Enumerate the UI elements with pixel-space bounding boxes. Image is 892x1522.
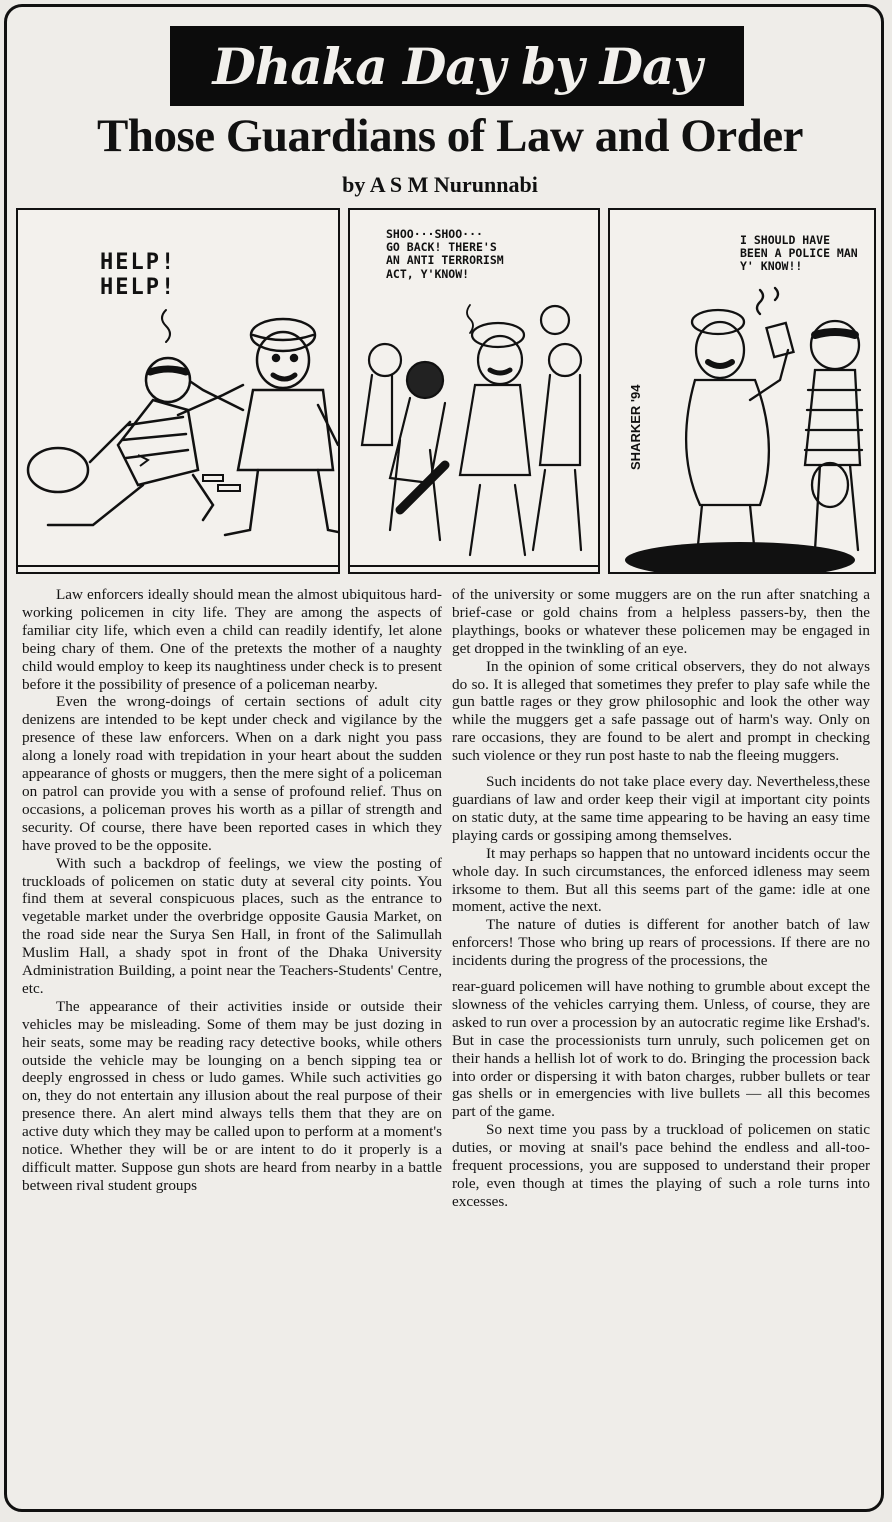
article-paragraph: In the opinion of some critical observers, they do not always do so. It is alleged that sometimes they prefer to play safe while the gun battle rages or they grow philosophic and look the other way while the muggers get a safe passage out of harm's way. Only on rare occasions, they are found to be alert and prompt in checking such violence or they run post haste to nab the fleeing muggers. bbox=[452, 657, 870, 765]
article-column-right bbox=[452, 586, 870, 1506]
article-paragraph: of the university or some muggers are on the run after snatching a brief-case or gold chains from a helpless passers-by, then the playthings, books or whatever these policemen may be engaged in get dropped in the twinkling of an eye. bbox=[452, 586, 870, 657]
cartoon-panel-3-text: I SHOULD HAVE BEEN A POLICE MAN Y' KNOW!! bbox=[740, 233, 858, 274]
article-paragraph: The appearance of their activities inside or outside their vehicles may be misleading. Some of them may be just dozing in heir seats, some may be reading racy detective books, while others outside the vehicle may be lounging on a bench sipping tea or deeply engrossed in chess or ludo games. While such activities go on, they do not entertain any illusion about the real purpose of their presence there. An alert mind always tells them that they are on active duty which they may be called upon to perform at a moment's notice. Whether they will be or are intent to do it properly is a difficult matter. Suppose gun shots are heard from nearby in a battle between rival student groups bbox=[22, 997, 442, 1194]
article-paragraph: rear-guard policemen will have nothing to grumble about except the slowness of the vehicles carrying them. Unless, of course, they are asked to run over a procession by an autocratic regime like Ershad's. But in case the processionists turn unruly, such policemen get on their hands a hellish lot of work to do. Bringing the procession back into order or dispersing it with baton charges, rubber bullets or tear gas shells or in emergencies with live bullets — all this becomes part of the game. bbox=[452, 978, 870, 1121]
article-paragraph: It may perhaps so happen that no untoward incidents occur the whole day. In such circumstances, the enforced idleness may seem irksome to them. But all this seems part of the game: idle at one moment, active the next. bbox=[452, 844, 870, 916]
cartoon-signature: SHARKER '94 bbox=[628, 384, 643, 470]
cartoon-panel-3 bbox=[608, 208, 876, 574]
article-paragraph: Even the wrong-doings of certain sections of adult city denizens are intended to be kept under check and vigilance by the presence of these law enforcers. When on a dark night you pass along a lonely road with trepidation in your heart about the sudden appearance of ghosts or muggers, then the mere sight of a policeman on patrol can provide you with a sense of profound relief. Thus on occasions, a policeman proves his worth as a pillar of strength and security. Of course, there have been reported cases in which they have proved to be the opposite. bbox=[22, 693, 442, 854]
cartoon-strip bbox=[12, 208, 880, 580]
article-paragraph: With such a backdrop of feelings, we view the posting of truckloads of policemen on static duty at several city points. You find them at several conspicuous places, such as the entrance to vegetable market under the overbridge opposite Gausia Market, on the road side near the Surya Sen Hall, in front of the Salimullah Muslim Hall, a shady spot in front of the Dhaka University Administration Building, a point near the Teachers-Students' Centre, etc. bbox=[22, 854, 442, 997]
article-paragraph: Law enforcers ideally should mean the almost ubiquitous hard-working policemen in city life. They are among the aspects of familiar city life, which even a child can readily identify, let alone being chary of them. One of the pretexts the mother of a naughty child would employ to keep its naughtiness under check is to present before it the possibility of presence of a policeman nearby. bbox=[22, 586, 442, 693]
article-paragraph: The nature of duties is different for another batch of law enforcers! Those who bring up rears of processions. If there are no incidents during the progress of the processions, the bbox=[452, 916, 870, 970]
article-paragraph: Such incidents do not take place every day. Nevertheless,these guardians of law and order keep their vigil at important city points on static duty, at the same time appearing to be having an easy time playing cards or gossiping among themselves. bbox=[452, 773, 870, 844]
article-paragraph: So next time you pass by a truckload of policemen on static duties, or moving at snail's pace behind the endless and all-too-frequent processions, you are supposed to understand their proper role, even though at times the playing of such a role turns into excesses. bbox=[452, 1121, 870, 1210]
masthead-banner bbox=[170, 26, 744, 106]
article-column-left bbox=[22, 586, 442, 1506]
masthead-title: Dhaka Day by Day bbox=[212, 36, 702, 96]
headline: Those Guardians of Law and Order bbox=[96, 110, 804, 162]
cartoon-panel-1-text: HELP! HELP! bbox=[100, 250, 177, 301]
cartoon-panel-2-text: SHOO···SHOO··· GO BACK! THERE'S AN ANTI TERRORISM ACT, Y'KNOW! bbox=[386, 227, 504, 281]
cartoon-panel-2 bbox=[348, 208, 600, 574]
byline: by A S M Nurunnabi bbox=[342, 172, 538, 197]
cartoon-panel-1 bbox=[16, 208, 340, 574]
cartoon-panel-1-drawing bbox=[18, 210, 340, 574]
